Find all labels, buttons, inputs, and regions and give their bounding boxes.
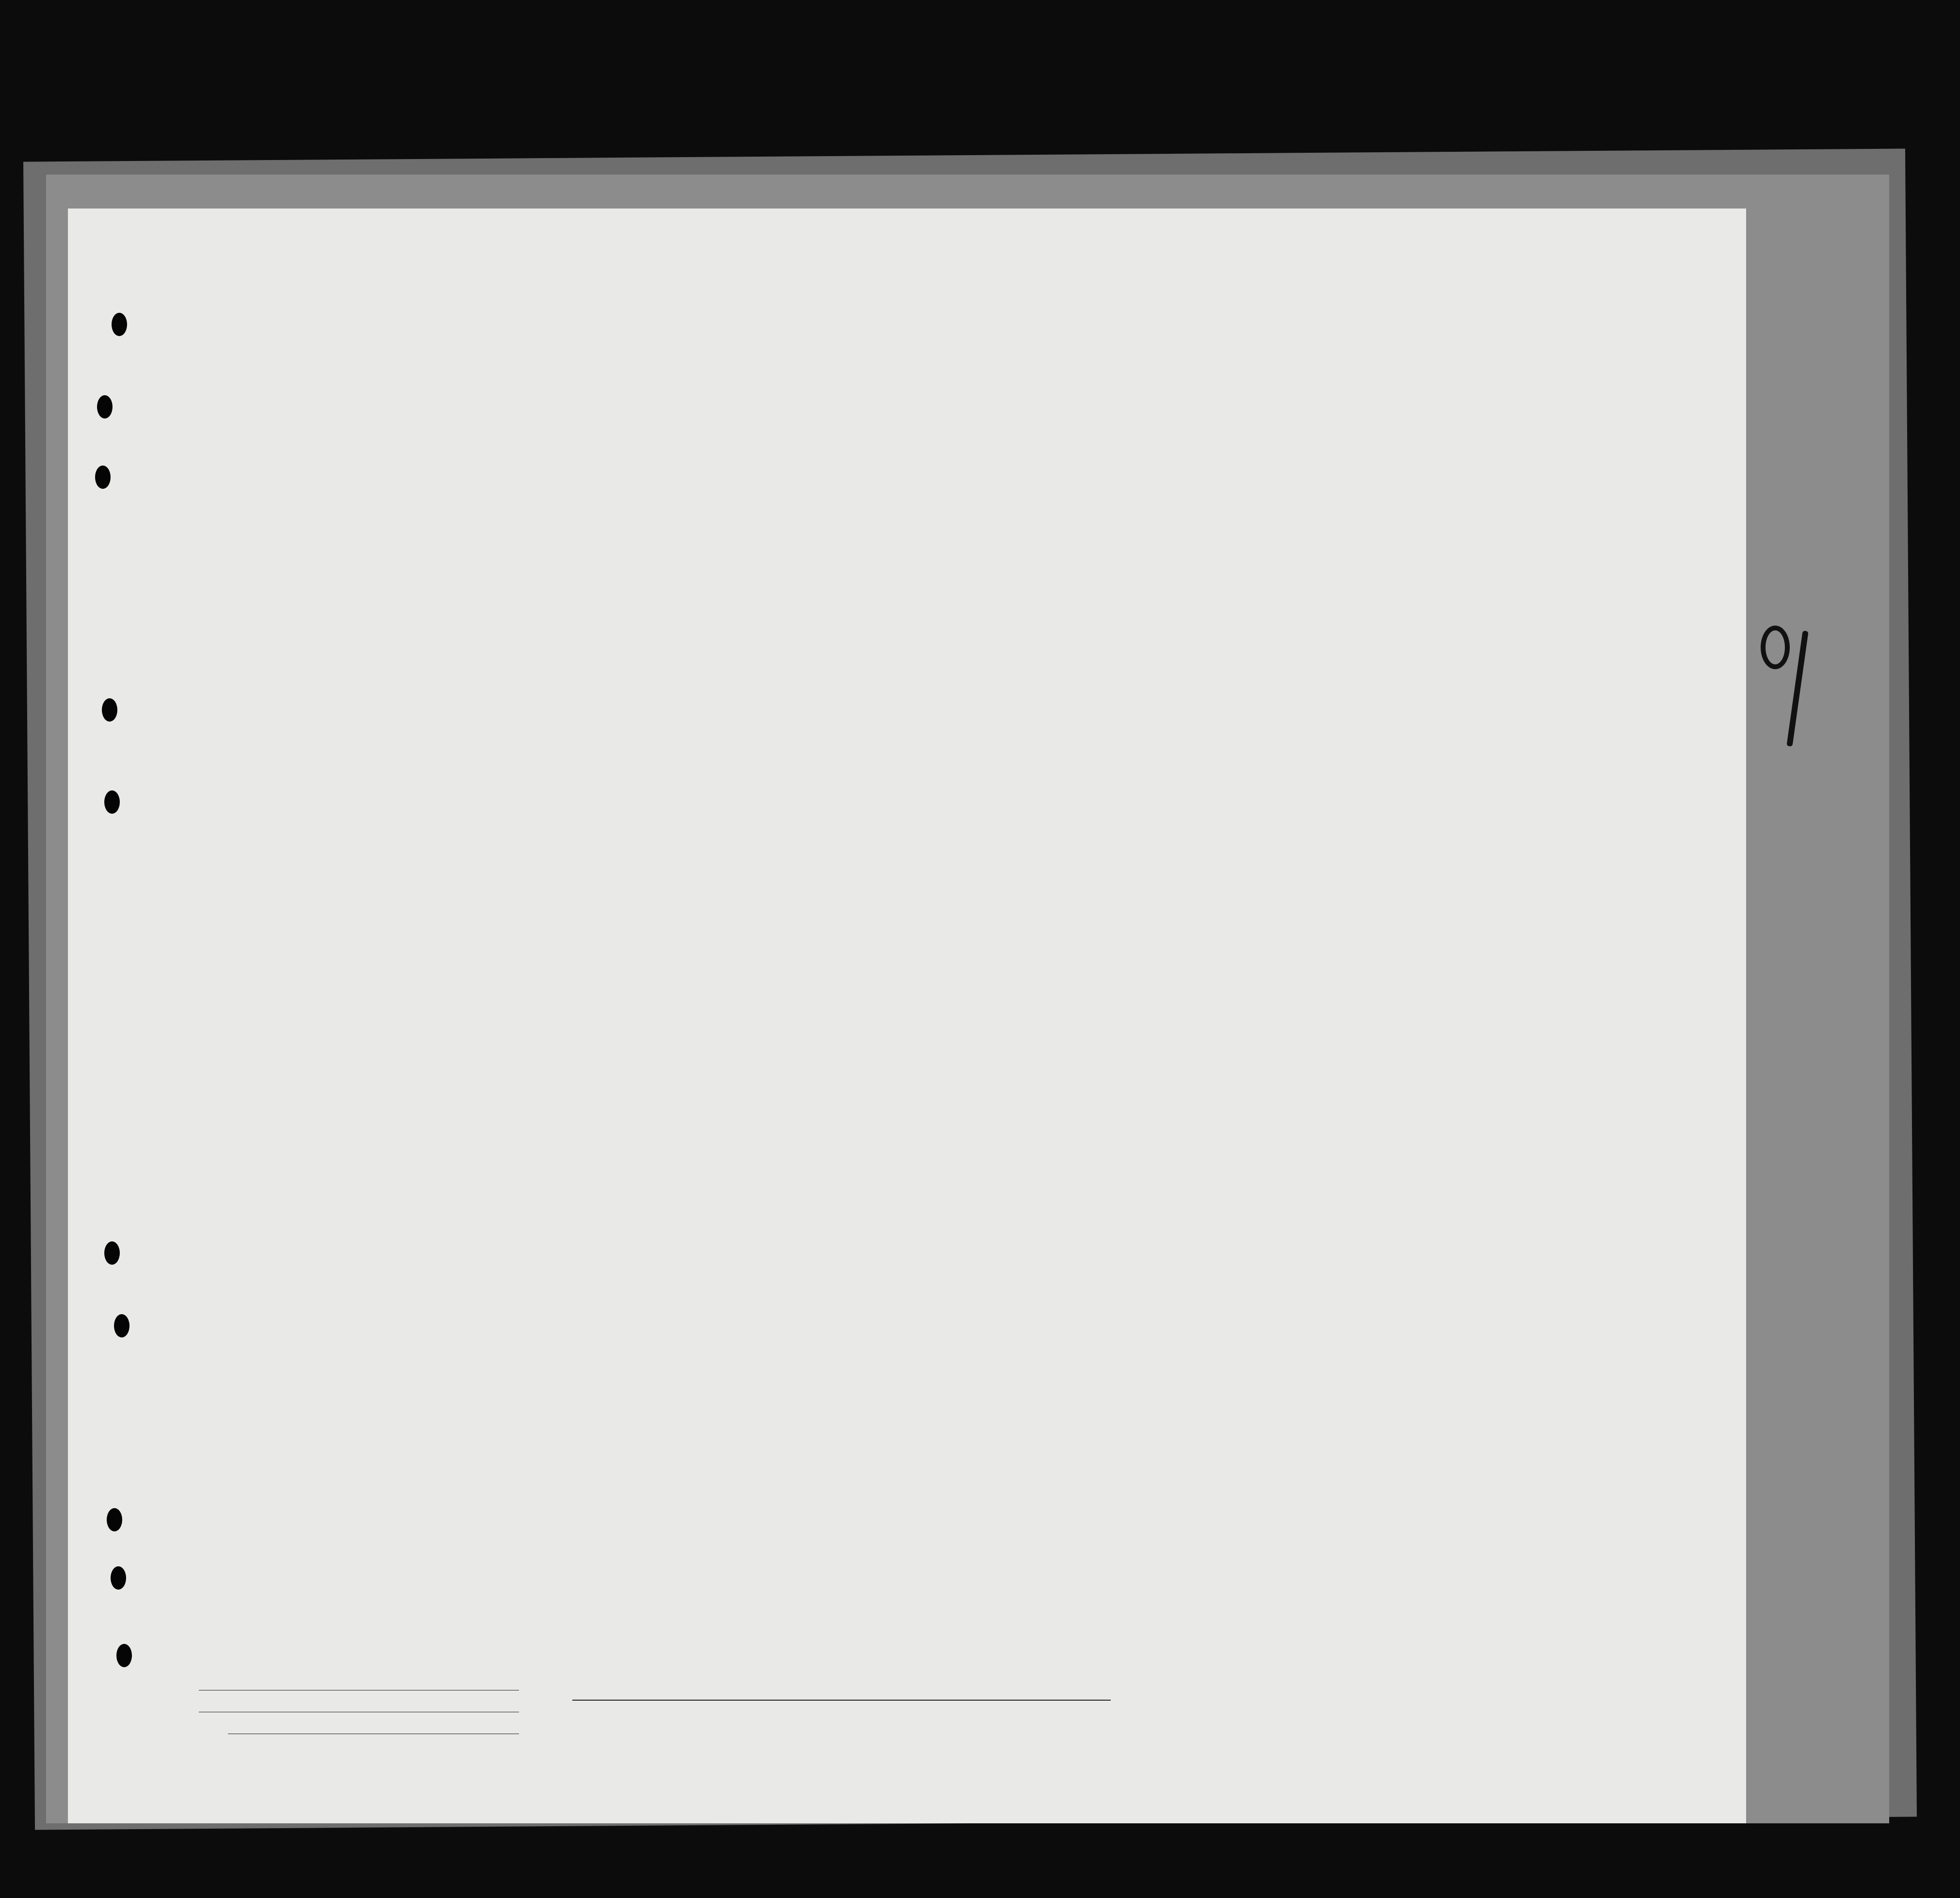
margin-mark: [1761, 626, 1790, 669]
vessel-line: [213, 362, 1741, 391]
punch-hole: [112, 313, 127, 336]
punch-hole: [95, 466, 111, 489]
punch-hole: [114, 1314, 130, 1337]
punch-hole: [104, 1241, 120, 1265]
punch-hole: [102, 698, 117, 722]
punch-hole: [107, 1508, 122, 1531]
manifest-page: [68, 209, 1746, 1823]
crew-manifest-table: [141, 407, 1644, 1634]
punch-hole: [116, 1644, 132, 1667]
punch-hole: [111, 1566, 126, 1590]
signature-rule: [572, 1700, 1111, 1701]
punch-hole: [104, 790, 120, 814]
punch-hole: [97, 395, 113, 418]
